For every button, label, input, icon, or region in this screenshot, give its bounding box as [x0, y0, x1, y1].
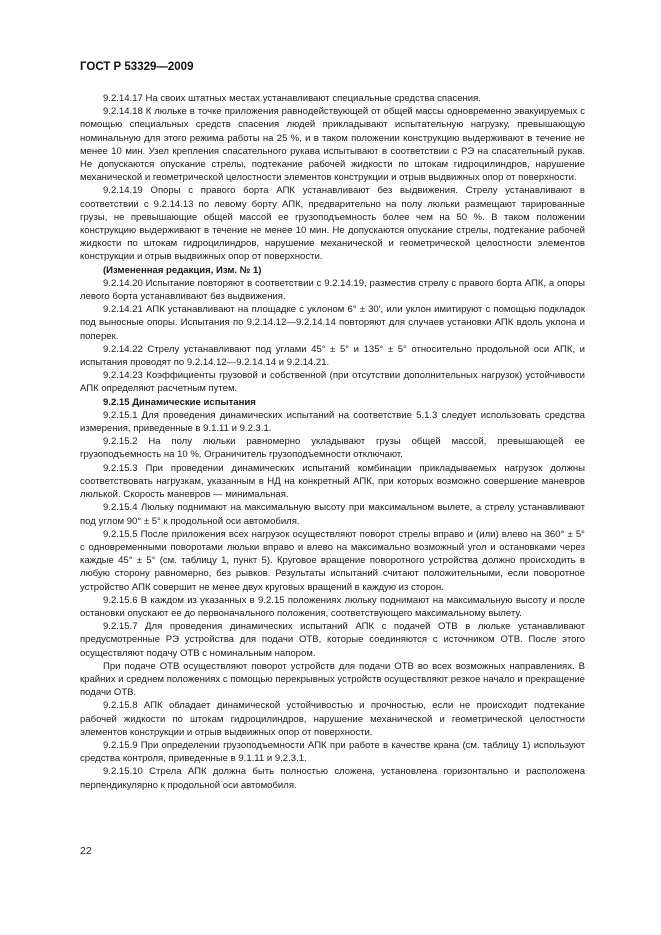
standard-header: ГОСТ Р 53329—2009: [80, 61, 194, 73]
paragraph-9-2-15-9: 9.2.15.9 При определении грузоподъемности АПК при работе в качестве крана (см. таблицу 1) используют средства контроля, приведенные в 9.1.11 и 9.2.3.1.: [80, 739, 585, 765]
paragraph-9-2-15-8: 9.2.15.8 АПК обладает динамической устойчивостью и прочностью, если не происходит подтекание рабочей жидкости по штокам гидроцилиндров, нарушение механической и геометрической целостности элементов конструкции и отрыв выдвижных опор от поверхности.: [80, 700, 585, 738]
paragraph-9-2-14-21: 9.2.14.21 АПК устанавливают на площадке с уклоном 6° ± 30′, или уклон имитируют с помощью подкладок под выносные опоры. Испытания по 9.2.14.12—9.2.14.14 повторяют для случаев установки АПК вдоль уклона и поперек.: [80, 304, 585, 342]
document-body: [80, 92, 585, 792]
paragraph-9-2-15-7: 9.2.15.7 Для проведения динамических испытаний АПК с подачей ОТВ в люльке устанавливают предусмотренные РЭ устройства для подачи ОТВ, которые соединяются с источником ОТВ. После этого осуществляют подачу ОТВ с номинальным напором.: [80, 621, 585, 659]
amendment-note: (Измененная редакция, Изм. № 1): [103, 264, 262, 276]
page-number: 22: [80, 845, 92, 857]
paragraph-9-2-15-3: 9.2.15.3 При проведении динамических испытаний комбинации прикладываемых нагрузок должны соответствовать нагрузкам, указанным в НД на конкретный АПК, при которых возможно совершение маневров люлькой. Скорость маневров — минимальная.: [80, 462, 585, 501]
paragraph-9-2-14-22: 9.2.14.22 Стрелу устанавливают под углами 45° ± 5° и 135° ± 5° относительно продольной оси АПК, и испытания проводят по 9.2.14.12—9.2.14.14 и 9.2.14.21.: [80, 343, 585, 369]
paragraph-9-2-14-19: 9.2.14.19 Опоры с правого борта АПК устанавливают без выдвижения. Стрелу устанавливают в соответствии с 9.2.14.13 по левому борту АПК, предварительно на полу люльки размещают тарированные грузы, не превышающие общей массой ее грузоподъемность более чем на 50 %. В таком положении конструкцию выдерживают в течение не менее 10 мин. Не допускаются опускание стрелы, подтекание рабочей жидкости по штокам гидроцилиндров, нарушение механической и геометрической целостности элементов конструкции и отрыв выдвижных опор от поверхности.: [80, 185, 585, 263]
paragraph-9-2-14-18: 9.2.14.18 К люльке в точке приложения равнодействующей от общей массы одновременно эвакуируемых с помощью специальных средств спасения людей прикладывают испытательную нагрузку, превышающую номинальную для этого режима работы на 25 %, и в таком положении конструкцию выдерживают в течение не менее 10 мин. Узел крепления спасательного рукава испытывают в соответствии с РЭ на спасательный рукав. Не допускаются опускание стрелы, подтекание рабочей жидкости по штокам гидроцилиндров, нарушение механической и геометрической целостности элементов конструкции и отрыв выдвижных опор от поверхности.: [80, 106, 585, 184]
section-heading-9-2-15: 9.2.15 Динамические испытания: [103, 396, 256, 408]
paragraph-9-2-15-10: 9.2.15.10 Стрела АПК должна быть полностью сложена, установлена горизонтально и расположена перпендикулярно к продольной оси автомобиля.: [80, 766, 585, 791]
paragraph-9-2-15-7-cont: При подаче ОТВ осуществляют поворот устройств для подачи ОТВ во всех возможных направлениях. В крайних и среднем положениях с помощью перекрывных устройств осуществляют резкое начало и прекращение подачи ОТВ.: [80, 660, 585, 699]
paragraph-9-2-15-4: 9.2.15.4 Люльку поднимают на максимальную высоту при максимальном вылете, а стрелу устанавливают под углом 90° ± 5° к продольной оси автомобиля.: [80, 502, 585, 527]
paragraph-9-2-15-2: 9.2.15.2 На полу люльки равномерно укладывают грузы общей массой, превышающей ее грузоподъемность на 10 %. Ограничитель грузоподъемности отключают.: [80, 436, 585, 461]
paragraph-9-2-15-6: 9.2.15.6 В каждом из указанных в 9.2.15 положениях люльку поднимают на максимальную высоту и после остановки опускают ее до первоначального положения, соответствующего максимальному вылету.: [80, 594, 585, 619]
paragraph-9-2-14-23: 9.2.14.23 Коэффициенты грузовой и собственной (при отсутствии дополнительных нагрузок) устойчивости АПК определяют расчетным путем.: [80, 370, 585, 395]
paragraph-9-2-15-1: 9.2.15.1 Для проведения динамических испытаний на соответствие 5.1.3 следует использовать средства измерения, приведенные в 9.1.11 и 9.2.3.1.: [80, 409, 585, 435]
paragraph-9-2-15-5: 9.2.15.5 После приложения всех нагрузок осуществляют поворот стрелы вправо и (или) влево на 360° ± 5° с одновременными поворотами люльки вправо и влево на максимально возможный угол и остановками через каждые 45° ± 5° (см. таблицу 1, пункт 5). Круговое вращение поворотного устройства должно происходить в любую сторону равномерно, без рывков. Результаты испытаний считают положительными, если поворотное устройство АПК совершит не менее двух круговых вращений в каждую из сторон.: [80, 528, 585, 593]
paragraph-9-2-14-20: 9.2.14.20 Испытание повторяют в соответствии с 9.2.14.19, разместив стрелу с правого борта АПК, а опоры левого борта устанавливают без выдвижения.: [80, 277, 585, 303]
paragraph-9-2-14-17: 9.2.14.17 На своих штатных местах устанавливают специальные средства спасения.: [103, 93, 481, 104]
